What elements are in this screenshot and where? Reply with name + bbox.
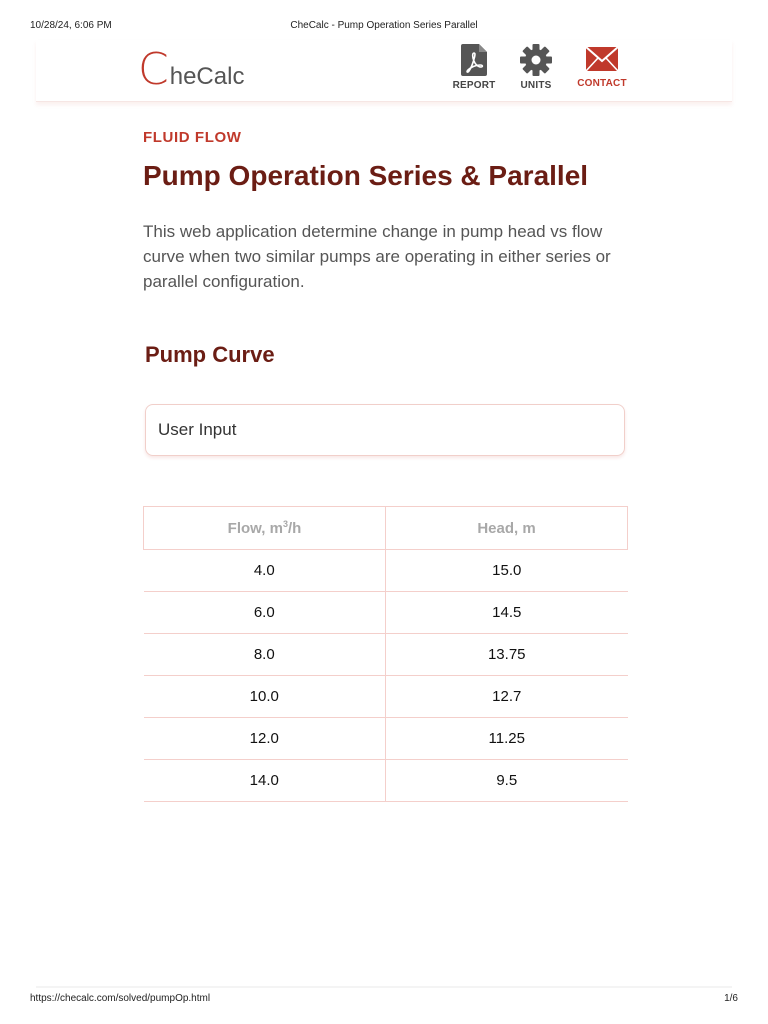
- head-cell[interactable]: 9.5: [386, 760, 628, 802]
- report-label: REPORT: [452, 80, 496, 91]
- head-cell[interactable]: 12.7: [386, 676, 628, 718]
- section-title: Pump Curve: [145, 342, 275, 367]
- pdf-icon: [461, 44, 487, 76]
- flow-cell[interactable]: 14.0: [144, 760, 386, 802]
- flow-cell[interactable]: 12.0: [144, 718, 386, 760]
- user-input-toggle[interactable]: [145, 404, 625, 456]
- site-header: [36, 40, 732, 102]
- units-button[interactable]: [506, 44, 566, 91]
- site-logo[interactable]: [138, 44, 245, 95]
- logo-text: heCalc: [169, 63, 245, 90]
- head-column-header: Head, m: [386, 507, 628, 550]
- page-description: This web application determine change in pump head vs flow curve when two similar pumps are operating in either series or parallel configuration.: [143, 222, 611, 291]
- flow-cell[interactable]: 6.0: [144, 592, 386, 634]
- report-button[interactable]: [444, 44, 504, 91]
- envelope-icon: [585, 44, 619, 74]
- table-row: [144, 550, 628, 592]
- flow-cell[interactable]: 10.0: [144, 676, 386, 718]
- table-header-row: [144, 507, 628, 550]
- logo-c: C: [138, 44, 169, 95]
- print-title: CheCalc - Pump Operation Series Parallel: [290, 20, 478, 31]
- units-label: UNITS: [520, 80, 552, 91]
- print-date: 10/28/24, 6:06 PM: [30, 20, 112, 31]
- contact-button[interactable]: [572, 44, 632, 89]
- head-cell[interactable]: 14.5: [386, 592, 628, 634]
- contact-label: CONTACT: [577, 78, 627, 89]
- page-title: Pump Operation Series & Parallel: [143, 160, 589, 191]
- table-row: [144, 634, 628, 676]
- print-page-number: 1/6: [724, 993, 738, 1004]
- flow-cell[interactable]: 8.0: [144, 634, 386, 676]
- gear-icon: [520, 44, 552, 76]
- head-cell[interactable]: 11.25: [386, 718, 628, 760]
- print-header: [0, 0, 768, 40]
- table-row: [144, 760, 628, 802]
- print-url: https://checalc.com/solved/pumpOp.html: [30, 993, 211, 1004]
- footer-divider: [36, 986, 732, 988]
- flow-column-header: Flow, $m^3/h$: [144, 507, 386, 550]
- table-row: [144, 592, 628, 634]
- head-cell[interactable]: 15.0: [386, 550, 628, 592]
- pump-curve-table: [143, 506, 628, 802]
- table-row: [144, 718, 628, 760]
- table-row: [144, 676, 628, 718]
- flow-cell[interactable]: 4.0: [144, 550, 386, 592]
- user-input-label: User Input: [158, 420, 237, 439]
- head-cell[interactable]: 13.75: [386, 634, 628, 676]
- category-label: FLUID FLOW: [143, 129, 242, 146]
